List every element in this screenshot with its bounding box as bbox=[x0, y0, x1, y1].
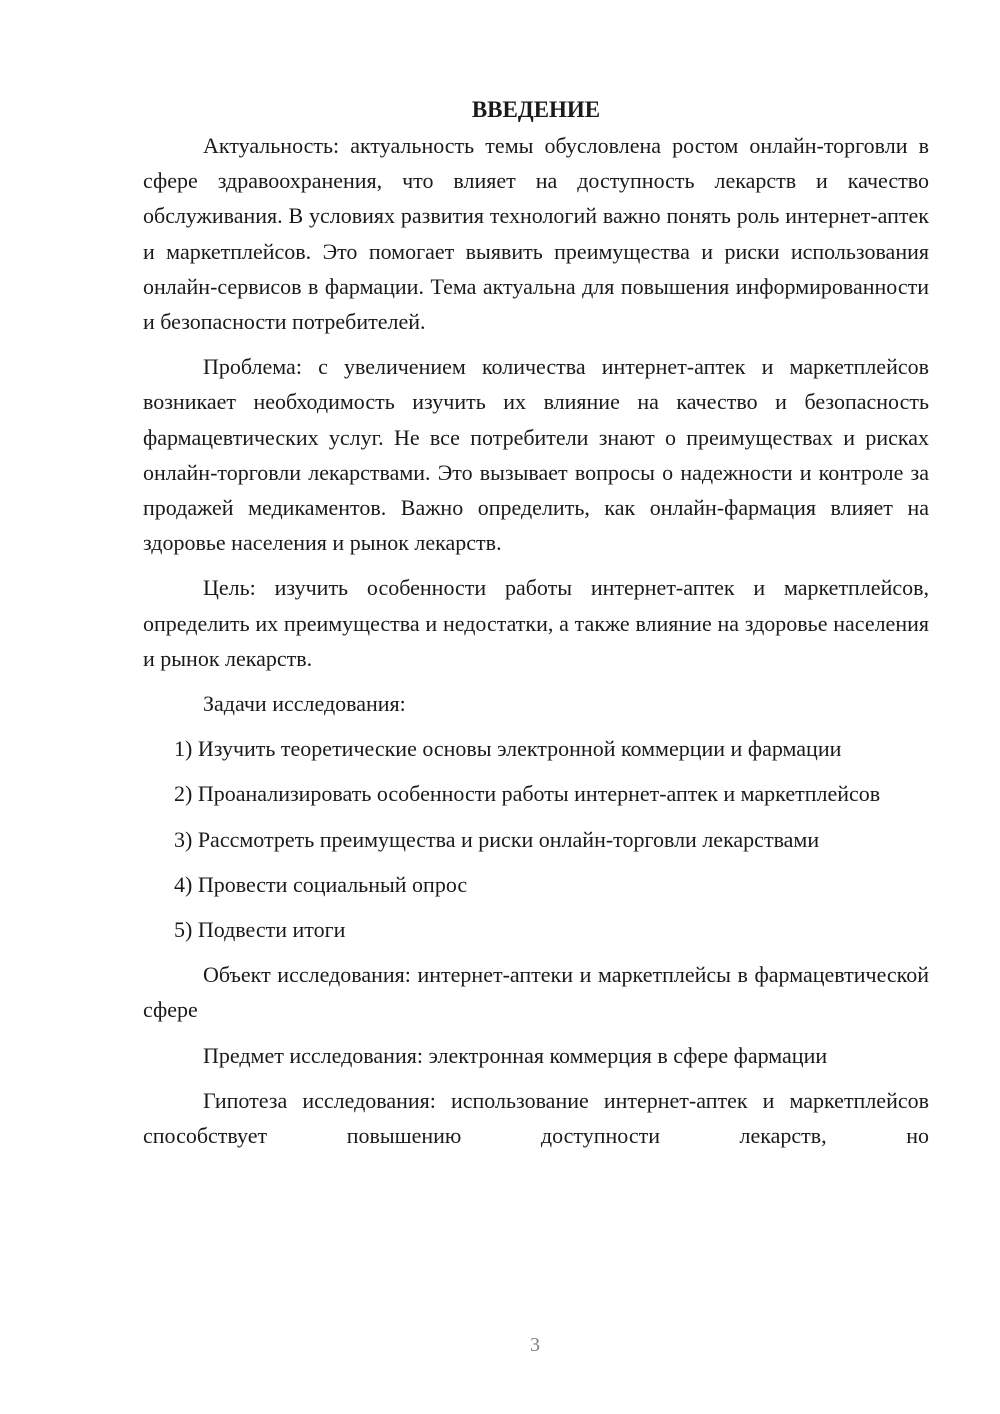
task-item-3: 3) Рассмотреть преимущества и риски онлайн-торговли лекарствами bbox=[174, 826, 820, 852]
task-item-1: 1) Изучить теоретические основы электронной коммерции и фармации bbox=[174, 736, 842, 762]
object-paragraph: Объект исследования: интернет-аптеки и маркетплейсы в фармацевтической сфере bbox=[143, 962, 929, 1023]
task-item-2: 2) Проанализировать особенности работы интернет-аптек и маркетплейсов bbox=[174, 781, 881, 807]
hypothesis-paragraph: Гипотеза исследования: использование интернет-аптек и маркетплейсов способствует повышению доступности лекарств, но bbox=[143, 1087, 929, 1149]
tasks-heading: Задачи исследования: bbox=[203, 691, 406, 717]
problem-paragraph: Проблема: с увеличением количества интернет-аптек и маркетплейсов возникает необходимость изучить их влияние на качество и безопасность фармацевтических услуг. Не все потребители знают о преимуществах и рисках онлайн-торговли лекарствами. Это вызывает вопросы о надежности и контроле за продажей медикаментов. Важно определить, как онлайн-фармация влияет на здоровье населения и рынок лекарств. bbox=[143, 354, 929, 556]
task-item-4: 4) Провести социальный опрос bbox=[174, 871, 468, 897]
task-item-5: 5) Подвести итоги bbox=[174, 917, 346, 943]
relevance-paragraph: Актуальность: актуальность темы обусловлена ростом онлайн-торговли в сфере здравоохранения, что влияет на доступность лекарств и качество обслуживания. В условиях развития технологий важно понять роль интернет-аптек и маркетплейсов. Это помогает выявить преимущества и риски использования онлайн-сервисов в фармации. Тема актуальна для повышения информированности и безопасности потребителей. bbox=[143, 133, 929, 335]
page-number: 3 bbox=[530, 1334, 540, 1356]
subject-paragraph: Предмет исследования: электронная коммерция в сфере фармации bbox=[203, 1042, 828, 1068]
section-heading: ВВЕДЕНИЕ bbox=[471, 97, 601, 122]
goal-paragraph: Цель: изучить особенности работы интернет-аптек и маркетплейсов, определить их преимущества и недостатки, а также влияние на здоровье населения и рынок лекарств. bbox=[143, 575, 929, 671]
document-page bbox=[143, 92, 929, 1153]
